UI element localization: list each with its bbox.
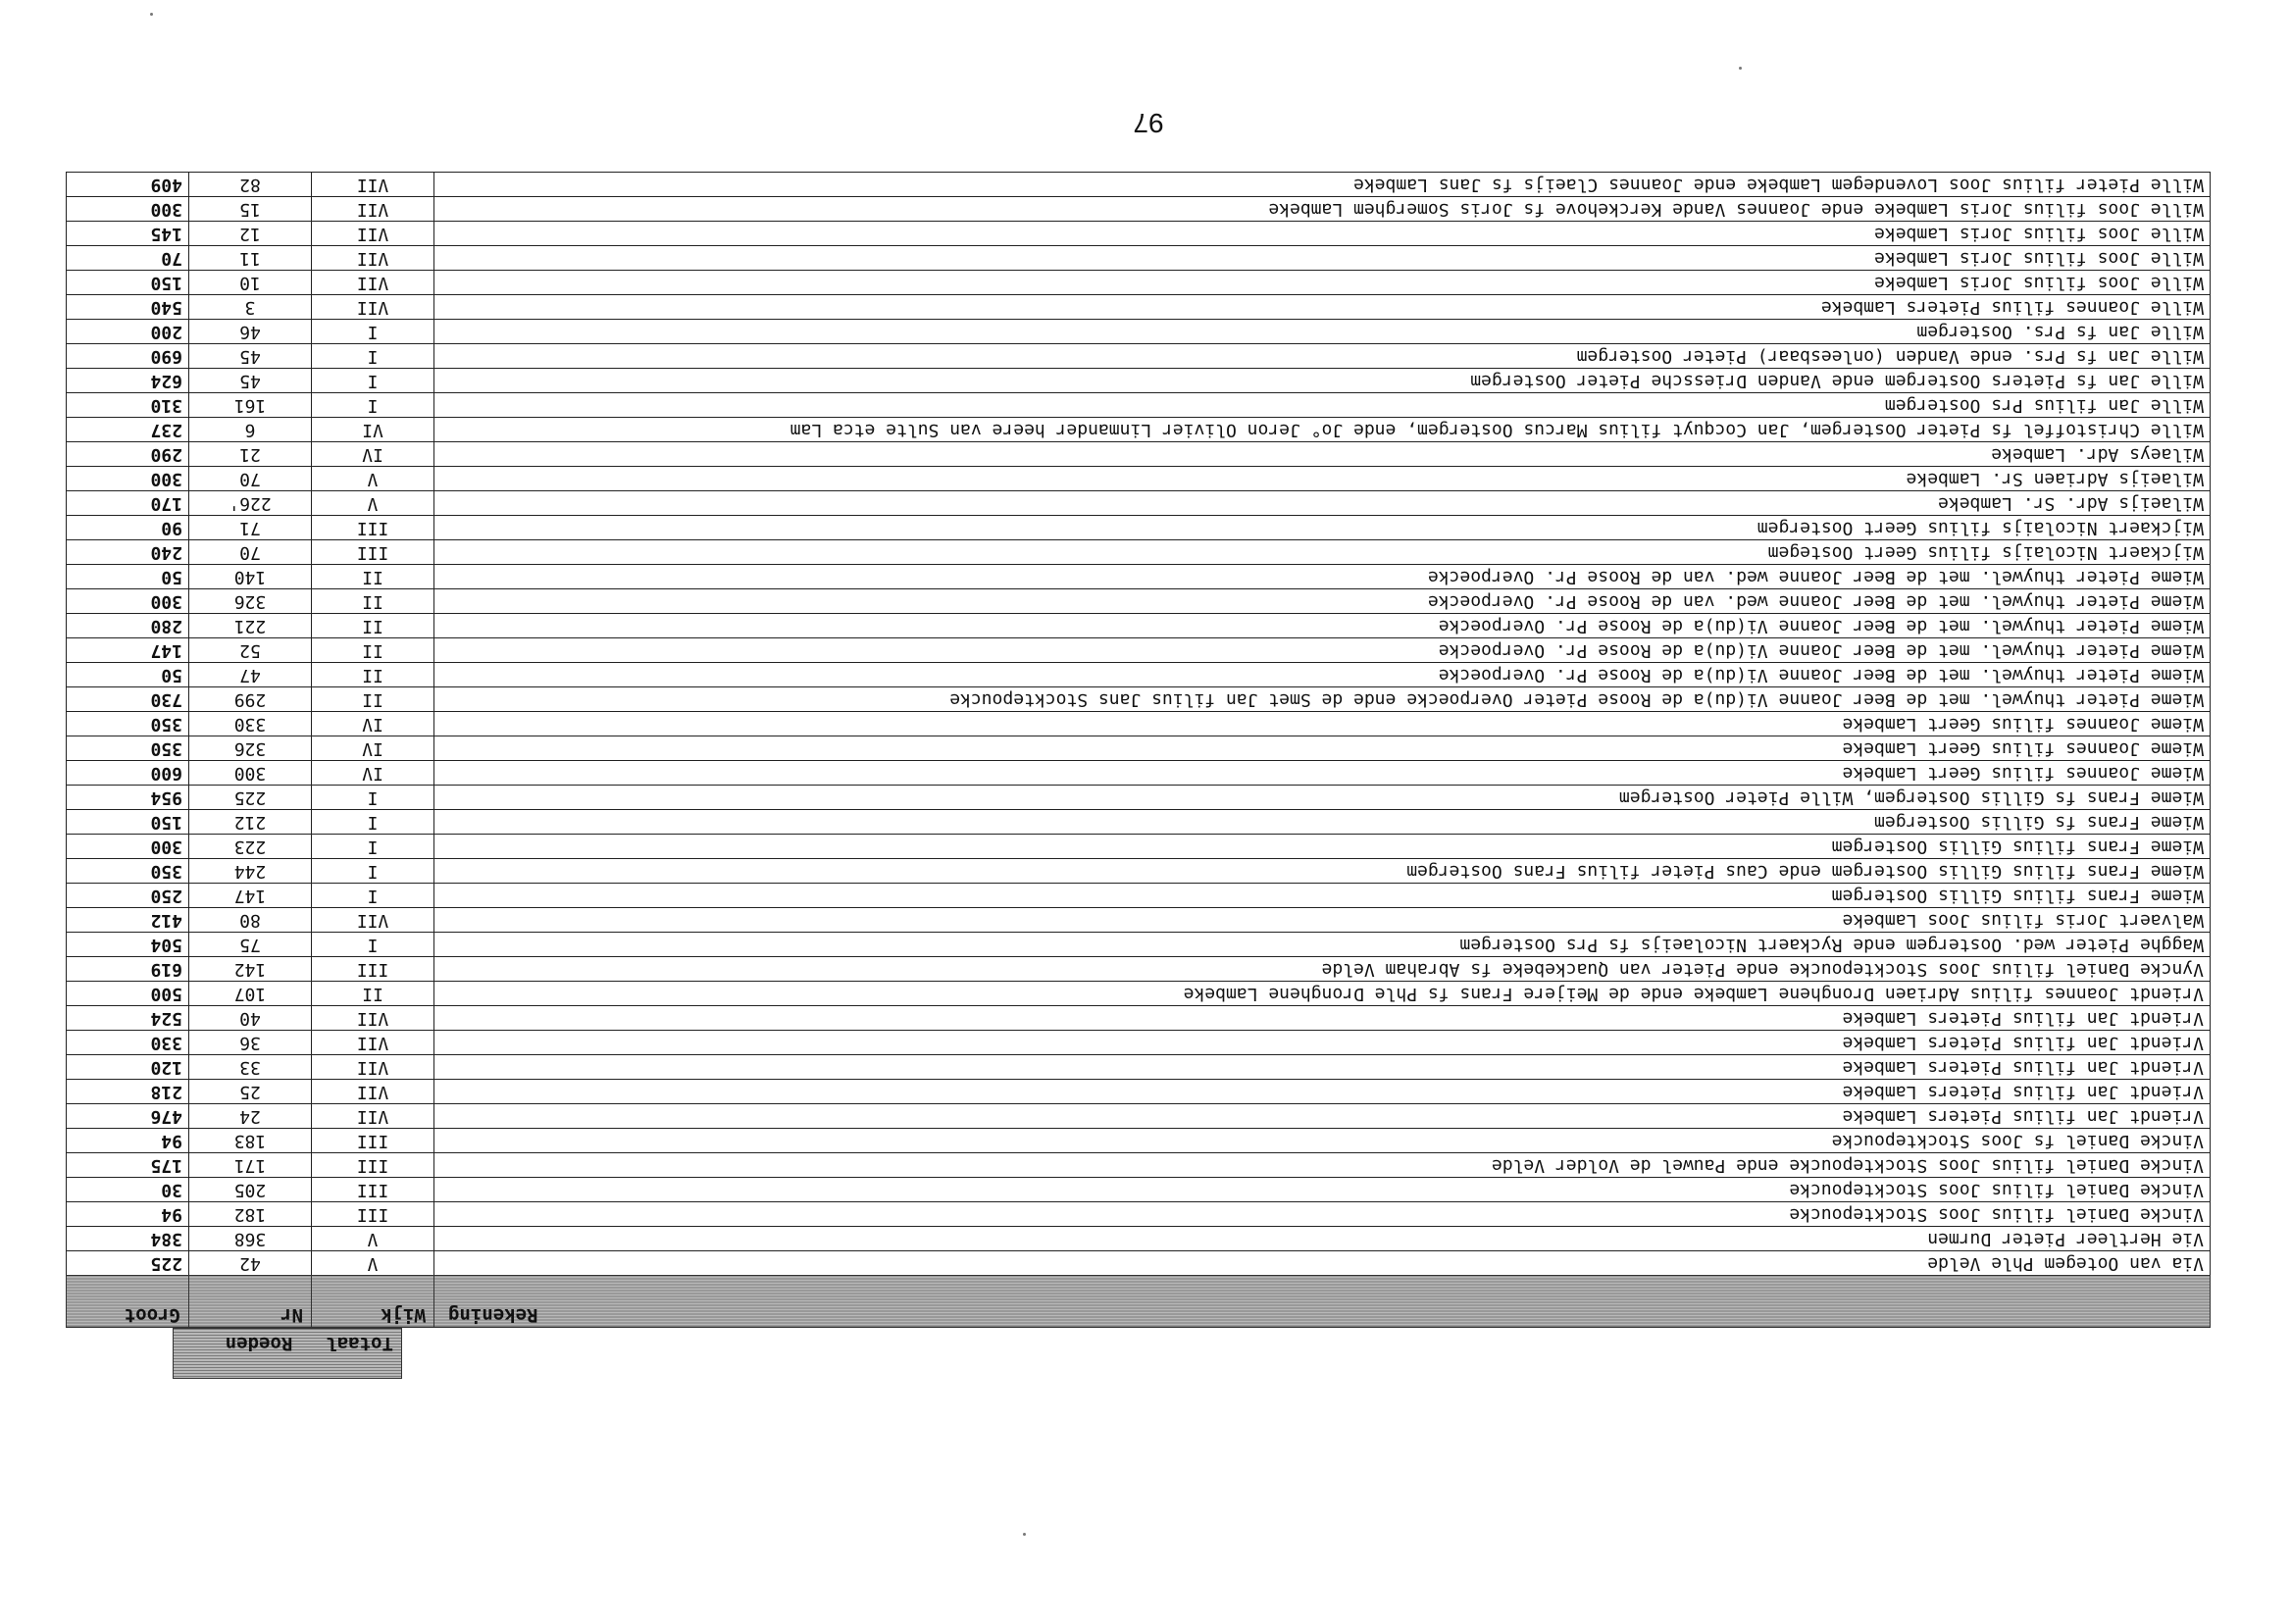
row-name-cell: Vriendt Jan filius Pieters Lambeke (434, 1104, 2211, 1129)
row-name-cell: Wieme Joannes filius Geert Lambeke (434, 761, 2211, 786)
table-row (67, 933, 2211, 957)
row-name-cell: Wieme Pieter thuywel. met de Beer Joanne Vi(du)a de Roose Pr. Overpoecke (434, 638, 2211, 663)
row-name-cell: Vriendt Jan filius Pieters Lambeke (434, 1031, 2211, 1055)
row-name-cell: Wille Jan fs Prs. Oostergem (434, 320, 2211, 344)
row-area-cell: 70 (67, 246, 189, 271)
row-section-cell: V (312, 1227, 434, 1251)
table-row (67, 565, 2211, 589)
row-number-cell: 330 (189, 712, 312, 736)
row-area-cell: 300 (67, 589, 189, 614)
row-section-cell: II (312, 663, 434, 687)
table-row (67, 786, 2211, 810)
row-area-cell: 540 (67, 295, 189, 320)
row-area-cell: 384 (67, 1227, 189, 1251)
row-number-cell: 161 (189, 393, 312, 418)
row-section-cell: III (312, 516, 434, 540)
table-row (67, 1006, 2211, 1031)
row-area-cell: 412 (67, 908, 189, 933)
row-area-cell: 310 (67, 393, 189, 418)
row-name-cell: Wille Jan filius Prs Oostergem (434, 393, 2211, 418)
row-section-cell: VII (312, 1031, 434, 1055)
row-section-cell: II (312, 614, 434, 638)
row-number-cell: 70 (189, 540, 312, 565)
row-number-cell: 15 (189, 197, 312, 222)
row-section-cell: I (312, 344, 434, 369)
table-row (67, 614, 2211, 638)
row-area-cell: 250 (67, 884, 189, 908)
row-name-cell: Wille Joos filius Joris Lambeke ende Joannes Vande Kerckehove fs Joris Somerghem Lambeke (434, 197, 2211, 222)
row-number-cell: 326 (189, 736, 312, 761)
table-row (67, 418, 2211, 442)
row-section-cell: III (312, 957, 434, 982)
row-number-cell: 6 (189, 418, 312, 442)
row-name-cell: Wieme Pieter thuywel. met de Beer Joanne wed. van de Roose Pr. Overpoecke (434, 589, 2211, 614)
row-section-cell: VII (312, 1006, 434, 1031)
row-name-cell: Wieme Pieter thuywel. met de Beer Joanne Vi(du)a de Roose Pr. Overpoecke (434, 663, 2211, 687)
row-name-cell: Wijckaert Nicolaijs filius Geert Oostegem (434, 540, 2211, 565)
row-number-cell: 3 (189, 295, 312, 320)
row-area-cell: 690 (67, 344, 189, 369)
row-area-cell: 350 (67, 712, 189, 736)
table-row (67, 197, 2211, 222)
row-section-cell: VII (312, 197, 434, 222)
table-row (67, 540, 2211, 565)
row-name-cell: Via van Ootegem Phle Velde (434, 1251, 2211, 1276)
row-area-cell: 94 (67, 1129, 189, 1153)
row-name-cell: Walvaert Joris filius Joos Lambeke (434, 908, 2211, 933)
row-name-cell: Wieme Frans filius Gillis Oostergem ende Caus Pieter filius Frans Oostergem (434, 859, 2211, 884)
row-name-cell: Wagghe Pieter wed. Oostergem ende Ryckaert Nicolaeijs fs Prs Oostergem (434, 933, 2211, 957)
row-area-cell: 147 (67, 638, 189, 663)
table-row (67, 638, 2211, 663)
row-area-cell: 300 (67, 835, 189, 859)
row-section-cell: VII (312, 1055, 434, 1080)
row-number-cell: 326 (189, 589, 312, 614)
table-row (67, 810, 2211, 835)
row-section-cell: III (312, 540, 434, 565)
table-row (67, 516, 2211, 540)
table-row (67, 1202, 2211, 1227)
row-name-cell: Vyncke Daniel filius Joos Stocktepoucke ende Pieter van Quackebeke fs Abraham Velde (434, 957, 2211, 982)
table-row (67, 884, 2211, 908)
row-name-cell: Vincke Daniel fs Joos Stocktepoucke (434, 1129, 2211, 1153)
row-area-cell: 954 (67, 786, 189, 810)
row-area-cell: 94 (67, 1202, 189, 1227)
row-number-cell: 182 (189, 1202, 312, 1227)
row-name-cell: Wille Pieter filius Joos Lovendegem Lambeke ende Joannes Claeijs fs Jans Lambeke (434, 173, 2211, 197)
row-number-cell: 140 (189, 565, 312, 589)
row-section-cell: IV (312, 712, 434, 736)
row-name-cell: Wieme Pieter thuywel. met de Beer Joanne Vi(du)a de Roose Pieter Overpoecke ende de Smet Jan filius Jans Stocktepoucke (434, 687, 2211, 712)
row-name-cell: Vriendt Jan filius Pieters Lambeke (434, 1055, 2211, 1080)
row-section-cell: II (312, 565, 434, 589)
row-section-cell: II (312, 982, 434, 1006)
row-name-cell: Wille Jan fs Prs. ende Vanden (onleesbaar) Pieter Oostergem (434, 344, 2211, 369)
scan-speck (1023, 1533, 1026, 1536)
table-row (67, 1178, 2211, 1202)
row-area-cell: 225 (67, 1251, 189, 1276)
row-number-cell: 221 (189, 614, 312, 638)
row-number-cell: 25 (189, 1080, 312, 1104)
row-name-cell: Vincke Daniel filius Joos Stocktepoucke (434, 1202, 2211, 1227)
table-row (67, 442, 2211, 467)
row-name-cell: Wieme Pieter thuywel. met de Beer Joanne Vi(du)a de Roose Pr. Overpoecke (434, 614, 2211, 638)
row-area-cell: 504 (67, 933, 189, 957)
row-name-cell: Wieme Joannes filius Geert Lambeke (434, 712, 2211, 736)
row-name-cell: Vriendt Joannes filius Adriaen Dronghene Lambeke ende de Meijere Frans fs Phle Dronghene Lambeke (434, 982, 2211, 1006)
row-number-cell: 45 (189, 369, 312, 393)
row-number-cell: 10 (189, 271, 312, 295)
row-number-cell: 11 (189, 246, 312, 271)
row-area-cell: 280 (67, 614, 189, 638)
row-number-cell: 45 (189, 344, 312, 369)
row-name-cell: Wilaeys Adr. Lambeke (434, 442, 2211, 467)
row-section-cell: II (312, 687, 434, 712)
row-name-cell: Wille Joos filius Joris Lambeke (434, 222, 2211, 246)
row-section-cell: VII (312, 908, 434, 933)
row-section-cell: VII (312, 271, 434, 295)
row-name-cell: Vie Hertleer Pieter Durmen (434, 1227, 2211, 1251)
row-name-cell: Wilaeijs Adr. Sr. Lambeke (434, 491, 2211, 516)
row-area-cell: 218 (67, 1080, 189, 1104)
row-area-cell: 150 (67, 810, 189, 835)
header-title: Rekening (434, 1276, 2211, 1328)
table-row (67, 908, 2211, 933)
row-number-cell: 244 (189, 859, 312, 884)
row-area-cell: 300 (67, 197, 189, 222)
row-number-cell: 47 (189, 663, 312, 687)
header-section: Wijk (312, 1276, 434, 1328)
row-section-cell: VII (312, 1104, 434, 1129)
row-section-cell: IV (312, 736, 434, 761)
row-section-cell: I (312, 933, 434, 957)
table-row (67, 1153, 2211, 1178)
row-section-cell: V (312, 491, 434, 516)
row-name-cell: Wieme Frans filius Gillis Oostergem (434, 884, 2211, 908)
row-section-cell: VII (312, 173, 434, 197)
row-area-cell: 730 (67, 687, 189, 712)
row-area-cell: 50 (67, 565, 189, 589)
table-header (67, 1276, 2211, 1328)
table-row (67, 687, 2211, 712)
row-number-cell: 147 (189, 884, 312, 908)
row-section-cell: IV (312, 761, 434, 786)
row-area-cell: 237 (67, 418, 189, 442)
row-area-cell: 500 (67, 982, 189, 1006)
ledger-table (66, 172, 2211, 1328)
table-row (67, 712, 2211, 736)
row-name-cell: Wille Joos filius Joris Lambeke (434, 271, 2211, 295)
row-number-cell: 21 (189, 442, 312, 467)
row-name-cell: Wijckaert Nicolaijs filius Geert Oostergem (434, 516, 2211, 540)
table-row (67, 295, 2211, 320)
table-row (67, 663, 2211, 687)
row-number-cell: 300 (189, 761, 312, 786)
row-name-cell: Wieme Joannes filius Geert Lambeke (434, 736, 2211, 761)
row-number-cell: 107 (189, 982, 312, 1006)
row-section-cell: I (312, 320, 434, 344)
row-number-cell: 183 (189, 1129, 312, 1153)
row-section-cell: V (312, 467, 434, 491)
row-area-cell: 170 (67, 491, 189, 516)
row-area-cell: 619 (67, 957, 189, 982)
table-row (67, 1227, 2211, 1251)
table-row (67, 271, 2211, 295)
row-number-cell: 46 (189, 320, 312, 344)
row-number-cell: 12 (189, 222, 312, 246)
table-row (67, 173, 2211, 197)
row-section-cell: I (312, 884, 434, 908)
row-number-cell: 212 (189, 810, 312, 835)
row-section-cell: III (312, 1153, 434, 1178)
totals-sub-header (173, 1328, 402, 1379)
header-number: Nr (189, 1276, 312, 1328)
row-name-cell: Wieme Pieter thuywel. met de Beer Joanne wed. van de Roose Pr. Overpoecke (434, 565, 2211, 589)
table-row (67, 1129, 2211, 1153)
row-name-cell: Wille Joannes filius Pieters Lambeke (434, 295, 2211, 320)
scan-speck (1739, 67, 1742, 70)
row-area-cell: 175 (67, 1153, 189, 1178)
row-area-cell: 150 (67, 271, 189, 295)
row-number-cell: 226' (189, 491, 312, 516)
table-row (67, 320, 2211, 344)
row-name-cell: Vincke Daniel filius Joos Stocktepoucke (434, 1178, 2211, 1202)
row-number-cell: 171 (189, 1153, 312, 1178)
row-area-cell: 290 (67, 442, 189, 467)
row-area-cell: 300 (67, 467, 189, 491)
row-section-cell: V (312, 1251, 434, 1276)
row-area-cell: 350 (67, 736, 189, 761)
row-section-cell: I (312, 810, 434, 835)
header-area: Groot (67, 1276, 189, 1328)
row-section-cell: I (312, 835, 434, 859)
row-section-cell: IV (312, 442, 434, 467)
row-name-cell: Wieme Frans filius Gillis Oostergem (434, 835, 2211, 859)
row-section-cell: VI (312, 418, 434, 442)
row-name-cell: Vincke Daniel filius Joos Stocktepoucke ende Pauwel de Volder Velde (434, 1153, 2211, 1178)
table-body (67, 173, 2211, 1276)
page-number: 97 (1133, 108, 1164, 138)
row-area-cell: 120 (67, 1055, 189, 1080)
row-section-cell: III (312, 1178, 434, 1202)
table-row (67, 1031, 2211, 1055)
row-section-cell: VII (312, 295, 434, 320)
row-area-cell: 624 (67, 369, 189, 393)
table-row (67, 1080, 2211, 1104)
row-number-cell: 80 (189, 908, 312, 933)
table-row (67, 982, 2211, 1006)
row-number-cell: 52 (189, 638, 312, 663)
row-area-cell: 600 (67, 761, 189, 786)
row-area-cell: 240 (67, 540, 189, 565)
row-number-cell: 71 (189, 516, 312, 540)
row-section-cell: III (312, 1202, 434, 1227)
row-number-cell: 36 (189, 1031, 312, 1055)
table-row (67, 222, 2211, 246)
table-row (67, 491, 2211, 516)
row-area-cell: 524 (67, 1006, 189, 1031)
row-area-cell: 409 (67, 173, 189, 197)
row-number-cell: 225 (189, 786, 312, 810)
sub-header-value-label: Roeden (225, 1333, 293, 1354)
table-row (67, 835, 2211, 859)
table-row (67, 859, 2211, 884)
row-area-cell: 350 (67, 859, 189, 884)
row-name-cell: Wieme Frans fs Gillis Oostergem (434, 810, 2211, 835)
row-name-cell: Wille Joos filius Joris Lambeke (434, 246, 2211, 271)
table-row (67, 957, 2211, 982)
header-row (67, 1276, 2211, 1328)
row-number-cell: 33 (189, 1055, 312, 1080)
table-row (67, 1251, 2211, 1276)
row-number-cell: 223 (189, 835, 312, 859)
row-number-cell: 70 (189, 467, 312, 491)
row-section-cell: I (312, 369, 434, 393)
table-row (67, 344, 2211, 369)
row-name-cell: Wille Jan fs Pieters Oostergem ende Vanden Driessche Pieter Oostergem (434, 369, 2211, 393)
row-name-cell: Wille Christoffel fs Pieter Oostergem, Jan Cocquyt filius Marcus Oostergem, ende Jo° Jeron Olivier Linmander heere van Sulte etca Lam (434, 418, 2211, 442)
table-row (67, 369, 2211, 393)
row-number-cell: 24 (189, 1104, 312, 1129)
row-section-cell: II (312, 589, 434, 614)
table-row (67, 246, 2211, 271)
row-section-cell: VII (312, 246, 434, 271)
row-section-cell: I (312, 786, 434, 810)
row-number-cell: 75 (189, 933, 312, 957)
row-number-cell: 368 (189, 1227, 312, 1251)
table-row (67, 761, 2211, 786)
row-section-cell: III (312, 1129, 434, 1153)
table-row (67, 467, 2211, 491)
table-row (67, 1055, 2211, 1080)
row-section-cell: I (312, 859, 434, 884)
row-area-cell: 30 (67, 1178, 189, 1202)
row-section-cell: I (312, 393, 434, 418)
row-name-cell: Wilaeijs Adriaen Sr. Lambeke (434, 467, 2211, 491)
row-number-cell: 82 (189, 173, 312, 197)
row-number-cell: 40 (189, 1006, 312, 1031)
row-area-cell: 50 (67, 663, 189, 687)
table-row (67, 589, 2211, 614)
row-number-cell: 299 (189, 687, 312, 712)
row-area-cell: 90 (67, 516, 189, 540)
row-section-cell: II (312, 638, 434, 663)
row-section-cell: VII (312, 1080, 434, 1104)
row-area-cell: 145 (67, 222, 189, 246)
row-name-cell: Vriendt Jan filius Pieters Lambeke (434, 1006, 2211, 1031)
row-number-cell: 142 (189, 957, 312, 982)
scan-speck (150, 13, 153, 16)
row-number-cell: 42 (189, 1251, 312, 1276)
sub-header-section-label: Totaal (326, 1333, 393, 1354)
row-name-cell: Wieme Frans fs Gillis Oostergem, Wille Pieter Oostergem (434, 786, 2211, 810)
row-number-cell: 205 (189, 1178, 312, 1202)
table-row (67, 736, 2211, 761)
row-area-cell: 200 (67, 320, 189, 344)
table-row (67, 1104, 2211, 1129)
table-row (67, 393, 2211, 418)
row-area-cell: 330 (67, 1031, 189, 1055)
row-area-cell: 476 (67, 1104, 189, 1129)
row-name-cell: Vriendt Jan filius Pieters Lambeke (434, 1080, 2211, 1104)
row-section-cell: VII (312, 222, 434, 246)
